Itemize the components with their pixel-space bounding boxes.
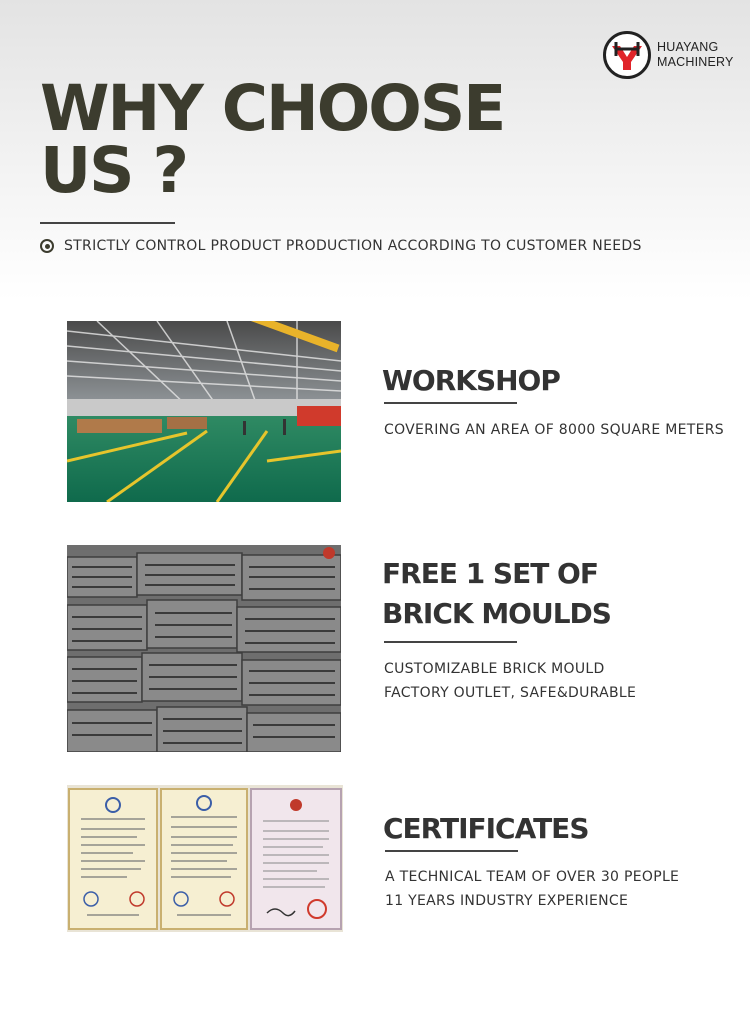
page-title <box>40 72 520 207</box>
section-title-line: FREE 1 SET OF <box>382 557 598 590</box>
brand-name-line2: MACHINERY <box>657 55 734 69</box>
section-text-line: 11 YEARS INDUSTRY EXPERIENCE <box>385 893 629 909</box>
section-divider <box>384 641 517 643</box>
certificates-photo <box>67 785 343 932</box>
section-text-brick-moulds <box>384 657 636 705</box>
section-text-workshop <box>384 418 724 442</box>
brand-name-line1: HUAYANG <box>657 40 719 54</box>
section-text-line: COVERING AN AREA OF 8000 SQUARE METERS <box>384 422 724 438</box>
section-text-line: CUSTOMIZABLE BRICK MOULD <box>384 661 605 677</box>
section-title-certificates <box>383 809 588 849</box>
brand-logo <box>602 30 734 80</box>
huayang-logo-icon <box>602 30 652 80</box>
certificates-illustration <box>67 785 343 932</box>
factory-workshop-photo <box>67 321 341 502</box>
section-title-brick-moulds <box>382 554 611 634</box>
bullet-circle-icon <box>40 239 54 253</box>
brand-name <box>657 40 734 70</box>
workshop-illustration <box>67 321 341 502</box>
page-title-line1: WHY CHOOSE <box>40 72 505 145</box>
section-divider <box>384 402 517 404</box>
section-title-workshop <box>382 361 560 401</box>
section-text-certificates <box>385 865 679 913</box>
title-divider <box>40 222 175 224</box>
section-divider <box>385 850 518 852</box>
tagline <box>40 238 642 254</box>
section-title-line: BRICK MOULDS <box>382 597 611 630</box>
section-text-line: A TECHNICAL TEAM OF OVER 30 PEOPLE <box>385 869 680 885</box>
section-title-line: WORKSHOP <box>382 364 560 397</box>
brick-moulds-photo <box>67 545 341 752</box>
page-title-line2: US ? <box>40 134 188 207</box>
moulds-illustration <box>67 545 341 752</box>
tagline-text: STRICTLY CONTROL PRODUCT PRODUCTION ACCORDING TO CUSTOMER NEEDS <box>64 238 642 254</box>
section-title-line: CERTIFICATES <box>383 812 589 845</box>
section-text-line: FACTORY OUTLET, SAFE&DURABLE <box>384 685 637 701</box>
